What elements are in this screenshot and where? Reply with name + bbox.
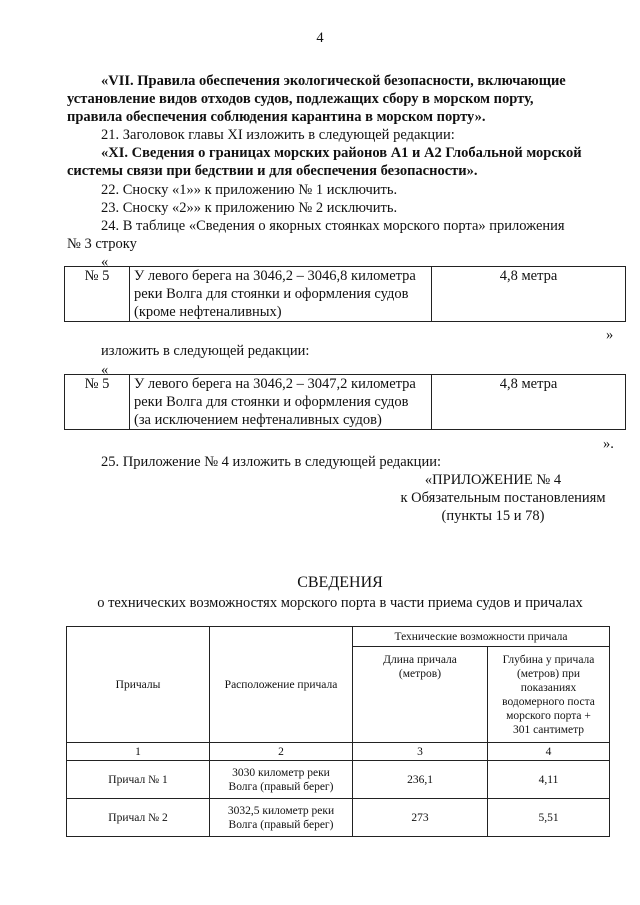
header-depth-line2: (метров) при [516, 668, 581, 680]
new-row-location-line2: реки Волга для стоянки и оформления судов [134, 394, 409, 410]
appendix-line2: к Обязательным постановлениям [400, 490, 606, 506]
header-length-line1: Длина причала [383, 654, 457, 666]
old-row-location-line1: У левого берега на 3046,2 – 3046,8 километра [134, 268, 416, 284]
berth-name: Причал № 1 [67, 761, 210, 799]
berths-table [66, 626, 610, 837]
new-row-table [64, 374, 626, 430]
header-length [353, 647, 488, 743]
berth-length: 273 [353, 799, 488, 837]
old-row-location-line2: реки Волга для стоянки и оформления судов [134, 286, 409, 302]
header-depth-line3: показаниях [520, 682, 577, 694]
old-row-location [130, 267, 432, 322]
berth-depth: 4,11 [488, 761, 610, 799]
new-row-open-quote: « [101, 362, 109, 378]
berth-depth: 5,51 [488, 799, 610, 837]
new-row-number: № 5 [65, 375, 130, 430]
old-row-close-quote: » [606, 327, 614, 343]
berth-location-line2: Волга (правый берег) [228, 780, 334, 793]
old-row-number: № 5 [65, 267, 130, 322]
col-number-2: 2 [210, 743, 353, 761]
open-quote: « [101, 254, 109, 270]
replace-text: изложить в следующей редакции: [101, 343, 310, 359]
col-number-3: 3 [353, 743, 488, 761]
new-row-depth: 4,8 метра [432, 375, 626, 430]
berth-location-line1: 3030 километр реки [232, 766, 330, 779]
section-xi-line2: системы связи при бедствии и для обеспечения безопасности». [67, 163, 478, 179]
item-24-line1: 24. В таблице «Сведения о якорных стоянках морского порта» приложения [101, 218, 565, 234]
header-tech: Технические возможности причала [353, 627, 610, 647]
col-number-4: 4 [488, 743, 610, 761]
section-vii-line1: «VII. Правила обеспечения экологической безопасности, включающие [101, 73, 566, 89]
header-depth-line6: 301 сантиметр [512, 724, 585, 736]
appendix-line3: (пункты 15 и 78) [441, 508, 545, 524]
section-xi-line1: «XI. Сведения о границах морских районов А1 и А2 Глобальной морской [101, 145, 582, 161]
info-title: СВЕДЕНИЯ [297, 574, 383, 591]
header-length-line2: (метров) [398, 668, 442, 680]
header-depth-line4: водомерного поста [502, 696, 595, 708]
item-23: 23. Сноску «2»» к приложению № 2 исключить. [101, 200, 398, 216]
header-depth-line1: Глубина у причала [502, 654, 595, 666]
new-row-location-line1: У левого берега на 3046,2 – 3047,2 километра [134, 376, 416, 392]
new-row-close-quote: ». [603, 436, 614, 452]
berth-location-line1: 3032,5 километр реки [227, 804, 335, 817]
section-vii-line2: установление видов отходов судов, подлежащих сбору в морском порту, [67, 91, 534, 107]
item-24-line2: № 3 строку [67, 236, 137, 252]
berth-location [210, 761, 353, 799]
header-depth-line5: морского порта + [506, 710, 591, 722]
table-row [67, 799, 610, 837]
header-depth [488, 647, 610, 743]
header-berths: Причалы [67, 627, 210, 743]
appendix-line1: «ПРИЛОЖЕНИЕ № 4 [424, 472, 562, 488]
berth-name: Причал № 2 [67, 799, 210, 837]
info-subtitle: о технических возможностях морского порта в части приема судов и причалах [97, 595, 583, 611]
old-row-depth: 4,8 метра [432, 267, 626, 322]
old-row-location-line3: (кроме нефтеналивных) [134, 304, 282, 320]
new-row-location-line3: (за исключением нефтеналивных судов) [134, 412, 382, 428]
page-number: 4 [316, 30, 324, 46]
item-21: 21. Заголовок главы XI изложить в следующей редакции: [101, 127, 455, 143]
item-25: 25. Приложение № 4 изложить в следующей редакции: [101, 454, 441, 470]
old-row-table [64, 266, 626, 322]
new-row-location [130, 375, 432, 430]
header-location: Расположение причала [210, 627, 353, 743]
berth-location-line2: Волга (правый берег) [228, 818, 334, 831]
item-22: 22. Сноску «1»» к приложению № 1 исключить. [101, 182, 398, 198]
berth-location [210, 799, 353, 837]
berth-length: 236,1 [353, 761, 488, 799]
section-vii-line3: правила обеспечения соблюдения карантина в морском порту». [67, 109, 486, 125]
table-row [67, 761, 610, 799]
col-number-1: 1 [67, 743, 210, 761]
